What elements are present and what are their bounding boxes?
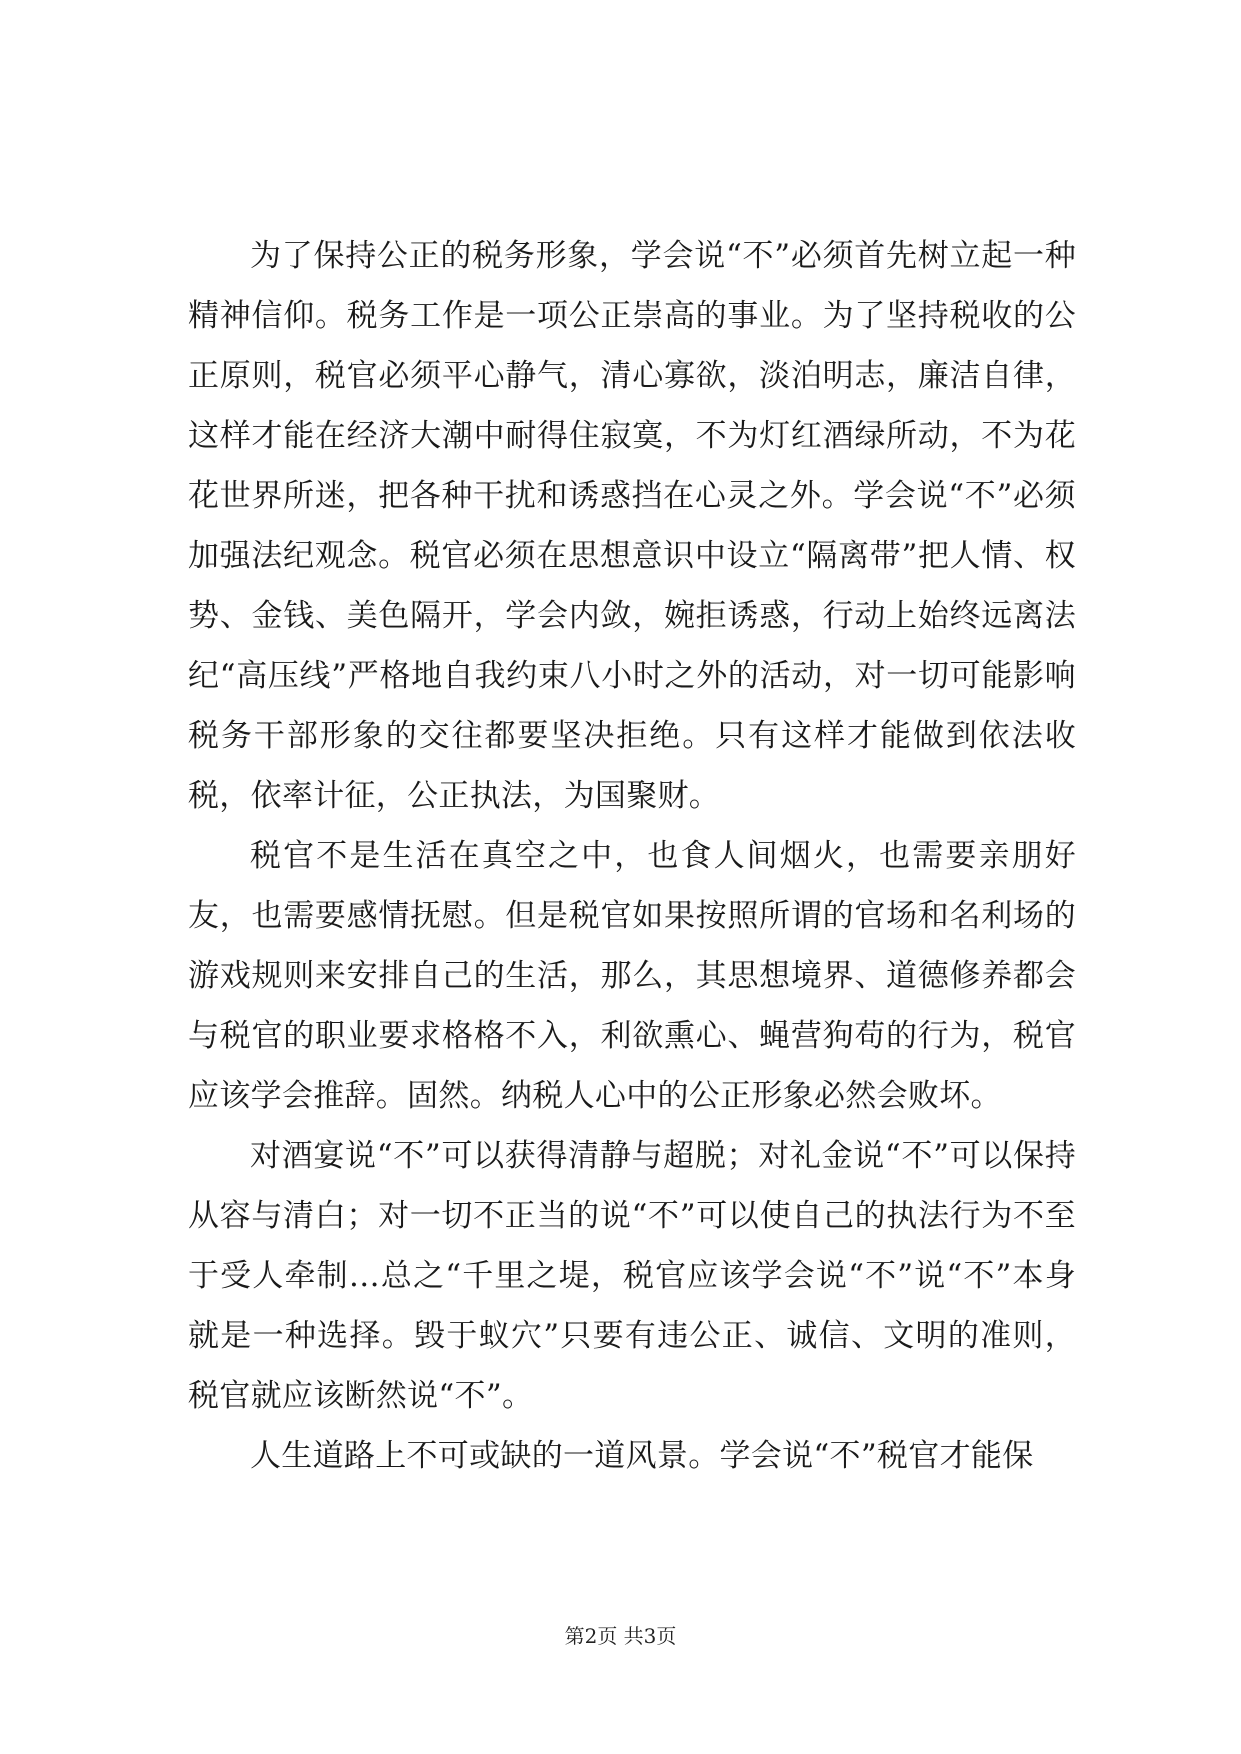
paragraph: 人生道路上不可或缺的一道风景。学会说“不”税官才能保 <box>250 1438 1034 1474</box>
page-number-footer: 第2页 共3页 <box>564 1624 677 1648</box>
paragraph: 为了保持公正的税务形象，学会说“不”必须首先树立起一种精神信仰。税务工作是一项公正崇高的事业。为了坚持税收的公正原则，税官必须平心静气，清心寡欲，淡泊明志，廉洁自律，这样才能在经济大潮中耐得住寂寞，不为灯红酒绿所动，不为花花世界所迷，把各种干扰和诱惑挡在心灵之外。学会说“不”必须加强法纪观念。税官必须在思想意识中设立“隔离带”把人情、权势、金钱、美色隔开，学会内敛，婉拒诱惑，行动上始终远离法纪“高压线”严格地自我约束八小时之外的活动，对一切可能影响税务干部形象的交往都要坚决拒绝。只有这样才能做到依法收税，依率计征，公正执法，为国聚财。 <box>188 238 1076 814</box>
paragraph: 对酒宴说“不”可以获得清静与超脱；对礼金说“不”可以保持从容与清白；对一切不正当的说“不”可以使自己的执法行为不至于受人牵制…总之“千里之堤，税官应该学会说“不”说“不”本身就是一种选择。毁于蚁穴”只要有违公正、诚信、文明的准则，税官就应该断然说“不”。 <box>188 1138 1076 1414</box>
paragraph: 税官不是生活在真空之中，也食人间烟火，也需要亲朋好友，也需要感情抚慰。但是税官如果按照所谓的官场和名利场的游戏规则来安排自己的生活，那么，其思想境界、道德修养都会与税官的职业要求格格不入，利欲熏心、蝇营狗苟的行为，税官应该学会推辞。固然。纳税人心中的公正形象必然会败坏。 <box>188 838 1076 1114</box>
document-body <box>188 226 1076 1486</box>
